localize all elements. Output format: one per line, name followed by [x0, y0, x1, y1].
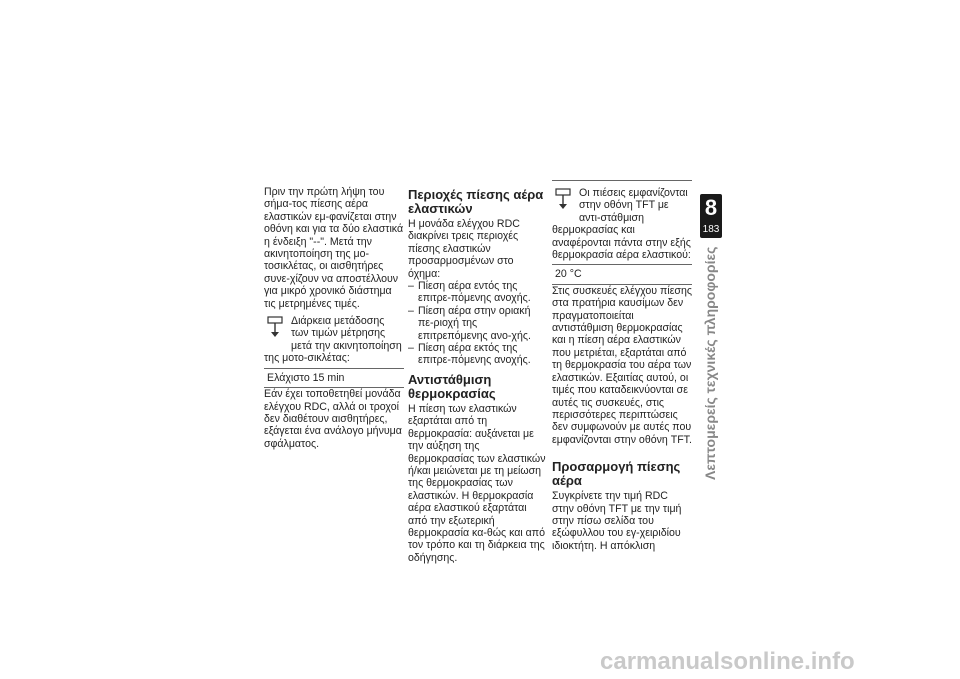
paragraph: Η μονάδα ελέγχου RDC διακρίνει τρεις περιοχές πίεσης ελαστικών προσαρμοσμένων στο όχημα: [408, 218, 520, 280]
paragraph: Στις συσκευές ελέγχου πίεσης στα πρατήρια καυσίμων δεν πραγματοποιείται αντιστάθμιση θερμοκρασίας και η πίεση αέρα ελαστικών που μετριέται, εξαρτάται από τη θερμοκρασία του αέρα των ελαστικών. Εξαιτίας αυτού, οι τιμές που καταδεικνύονται σε αυτές τις συσκευές, στις περισσότερες περιπτώσεις δεν συμφωνούν με αυτές που εμφανίζονται στην οθόνη TFT. [552, 284, 692, 446]
section-heading: Αντιστάθμιση θερμοκρασίας [408, 371, 496, 401]
list-item: – Πίεση αέρα εντός της επιτρε-πόμενης ανοχής. [408, 280, 548, 305]
note-text: Οι πιέσεις εμφανίζονται στην οθόνη TFT με αντι-στάθμιση θερμοκρασίας και αναφέρονται πάντα στην εξής θερμοκρασία αέρα ελαστικού: [552, 187, 691, 262]
chapter-side-title: Λεπτομερείς τεχνικές πληροφορίες [702, 246, 718, 480]
note-text: Διάρκεια μετάδοσης των τιμών μέτρησης μετά την ακινητοποίηση της μοτο-σικλέτας: [264, 315, 402, 365]
pressure-range-list [408, 280, 548, 367]
chapter-number: 8 [704, 195, 718, 220]
column-3 [552, 186, 692, 552]
note-result: 20 °C [552, 265, 692, 284]
watermark: carmanualsonline.info [600, 648, 855, 675]
section-heading: Προσαρμογή πίεσης αέρα [552, 459, 681, 489]
column-1 [264, 186, 404, 450]
note-result: Ελάχιστο 15 min [264, 369, 404, 388]
pressure-gauge-icon [552, 187, 576, 213]
list-item: – Πίεση αέρα στην οριακή πε-ριοχή της επιτρεπόμενης ανο-χής. [408, 305, 548, 342]
section-heading: Περιοχές πίεσης αέρα ελαστικών [408, 187, 544, 216]
intro-paragraph: Πριν την πρώτη λήψη του σήμα-τος πίεσης αέρα ελαστικών εμ-φανίζεται στην οθόνη και για τα δύο ελαστικά η ένδειξη "--". Μετά την ακινητοποίηση της μο-τοσικλέτας, οι αισθητήρες συνε-χίζουν να αποστέλλουν για μικρό χρονικό διάστημα τις μετρημένες τιμές. [264, 186, 404, 310]
note-box [264, 313, 404, 369]
paragraph: Εάν έχει τοποθετηθεί μονάδα ελέγχου RDC, αλλά οι τροχοί δεν διαθέτουν αισθητήρες, εξάγεται ένα ανάλογο μήνυμα σφάλματος. [264, 388, 402, 450]
paragraph: Η πίεση των ελαστικών εξαρτάται από τη θερμοκρασία: αυξάνεται με την αύξηση της θερμοκρασίας των ελαστικών ή/και μειώνεται με τη μείωση της θερμοκρασίας των ελαστικών. Η θερμοκρασία αέρα ελαστικού εξαρτάται από την εξωτερική θερμοκρασία κα-θώς και από τον τρόπο και τη διάρκεια της οδήγησης. [408, 402, 546, 564]
page-number: 183 [702, 224, 720, 235]
paragraph: Συγκρίνετε την τιμή RDC στην οθόνη TFT με την τιμή στην πίσω σελίδα του εξώφυλλου του εγ-χειριδίου ιδιοκτήτη. Η απόκλιση [552, 490, 682, 552]
pressure-gauge-icon [264, 315, 288, 341]
note-box [552, 180, 692, 265]
list-item: – Πίεση αέρα εκτός της επιτρε-πόμενης ανοχής. [408, 342, 548, 367]
column-2 [408, 186, 548, 564]
